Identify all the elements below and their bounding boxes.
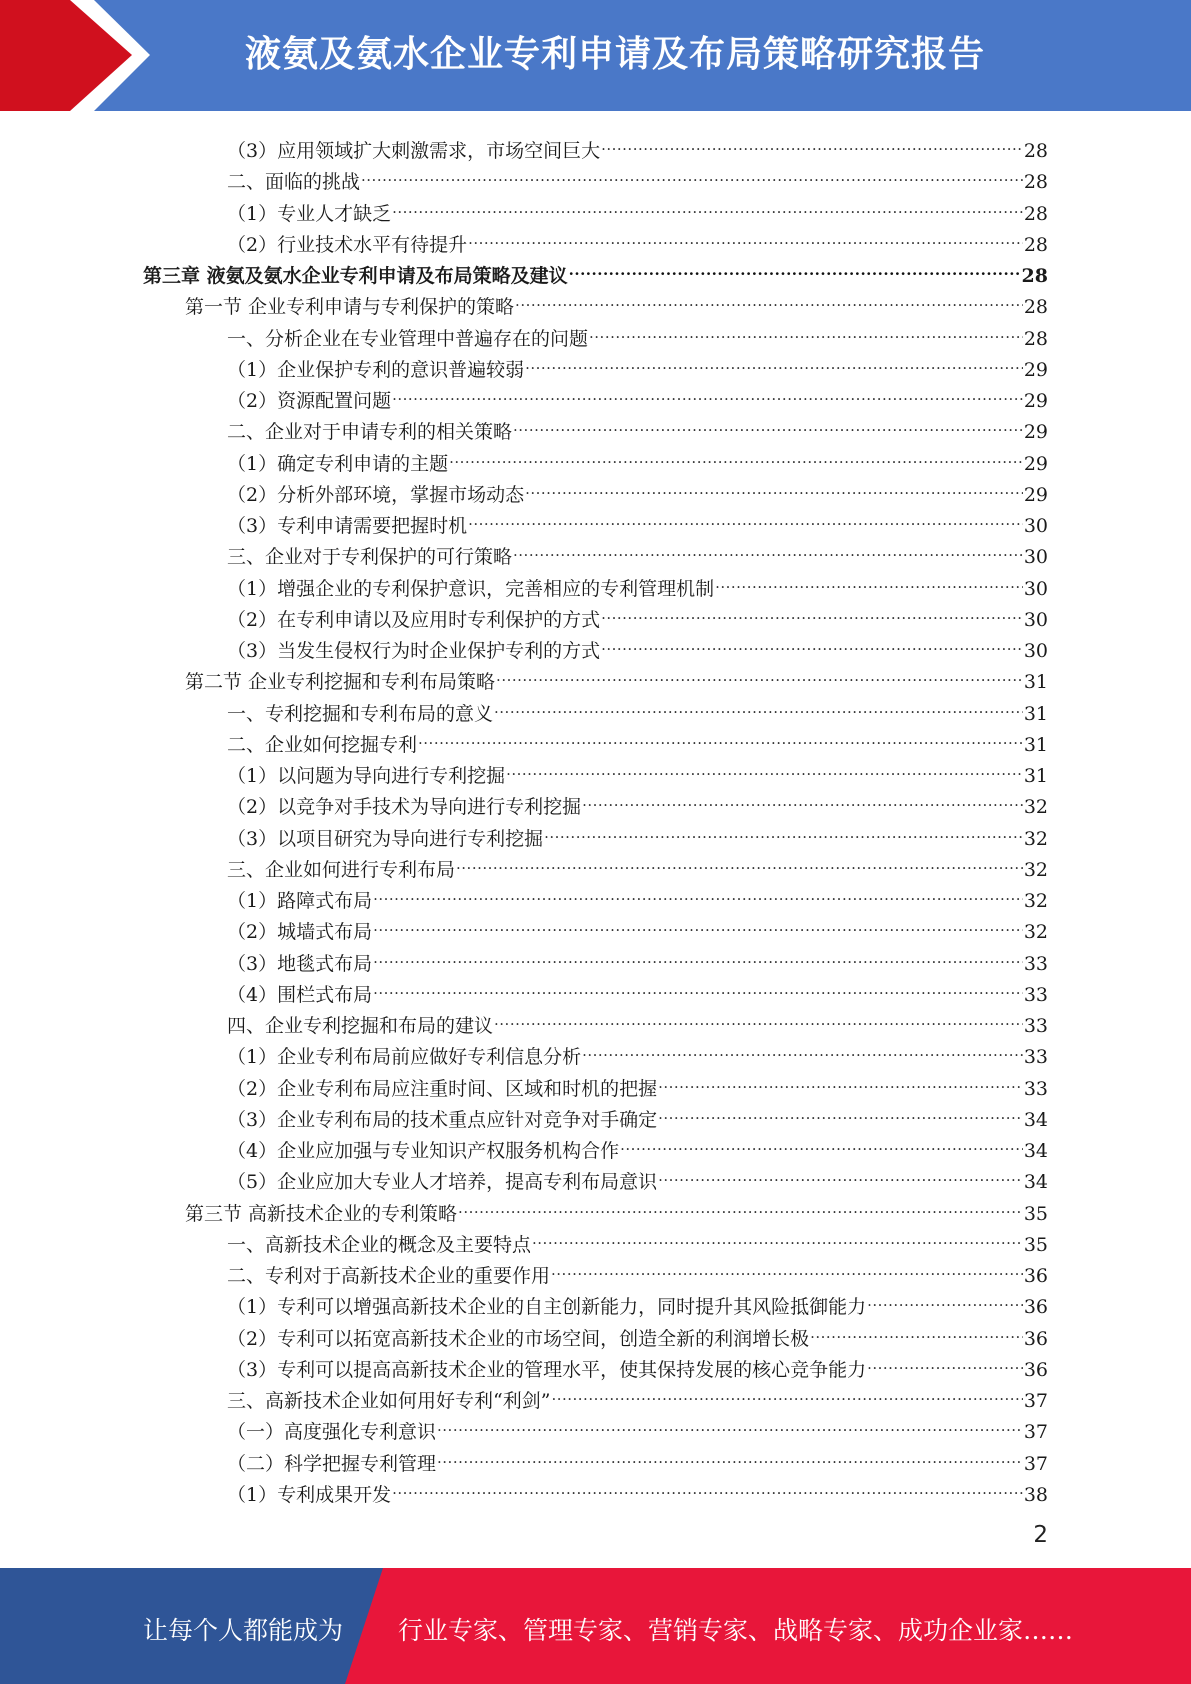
toc-entry[interactable]: [227, 970, 1048, 1006]
toc-entry-page: 30: [1023, 608, 1048, 631]
toc-entry[interactable]: [227, 845, 1048, 881]
toc-entry-title: （3）专利可以提高高新技术企业的管理水平，使其保持发展的核心竞争能力: [227, 1358, 867, 1381]
toc-entry[interactable]: [227, 470, 1048, 506]
toc-dot-leader: [456, 845, 1023, 876]
toc-dot-leader: [449, 439, 1023, 470]
toc-entry-page: 36: [1023, 1265, 1048, 1287]
toc-entry-page: 28: [1021, 265, 1048, 287]
toc-entry-title: （2）资源配置问题: [227, 390, 392, 412]
toc-entry-title: （1）专利可以增强高新技术企业的自主创新能力，同时提升其风险抵御能力: [227, 1296, 867, 1319]
toc-dot-leader: [506, 751, 1023, 782]
toc-entry[interactable]: [227, 595, 1048, 631]
toc-entry[interactable]: [227, 751, 1048, 787]
toc-entry[interactable]: [227, 1064, 1048, 1100]
toc-dot-leader: [494, 689, 1023, 720]
toc-dot-leader: [458, 1189, 1023, 1220]
toc-entry-page: 28: [1023, 296, 1048, 319]
toc-entry-page: 35: [1023, 1233, 1048, 1256]
toc-entry-title: （5）企业应加大专业人才培养，提高专利布局意识: [227, 1171, 658, 1194]
toc-entry[interactable]: [227, 876, 1048, 912]
toc-entry-title: （1）路障式布局: [227, 890, 373, 912]
toc-entry[interactable]: [227, 1470, 1048, 1506]
toc-entry-title: 三、企业对于专利保护的可行策略: [227, 546, 513, 569]
page-header: [0, 0, 1191, 111]
toc-entry-title: （1）确定专利申请的主题: [227, 452, 449, 475]
toc-entry-page: 36: [1023, 1327, 1048, 1350]
toc-entry-title: （3）以项目研究为导向进行专利挖掘: [227, 827, 544, 850]
toc-entry[interactable]: [227, 1126, 1048, 1162]
toc-entry-page: 33: [1023, 952, 1048, 975]
toc-entry-page: 32: [1023, 921, 1048, 944]
toc-dot-leader: [373, 939, 1023, 970]
toc-entry-page: 32: [1023, 796, 1048, 819]
toc-dot-leader: [515, 282, 1023, 313]
toc-entry-page: 28: [1023, 202, 1048, 225]
toc-dot-leader: [544, 814, 1023, 845]
toc-entry[interactable]: [227, 564, 1048, 600]
toc-entry[interactable]: [227, 1314, 1048, 1350]
toc-entry[interactable]: [227, 501, 1048, 537]
toc-entry[interactable]: [227, 345, 1048, 381]
toc-entry[interactable]: [227, 1251, 1048, 1287]
toc-entry[interactable]: [227, 1439, 1048, 1475]
toc-entry[interactable]: [227, 782, 1048, 819]
toc-entry-page: 29: [1023, 483, 1048, 506]
report-title: 液氨及氨水企业专利申请及布局策略研究报告: [245, 34, 986, 75]
toc-entry-page: 38: [1023, 1483, 1048, 1506]
toc-entry-page: 31: [1023, 702, 1048, 725]
toc-dot-leader: [392, 189, 1023, 220]
toc-entry-page: 28: [1023, 140, 1048, 162]
toc-entry-page: 36: [1023, 1358, 1048, 1381]
toc-entry-title: （1）企业专利布局前应做好专利信息分析: [227, 1046, 582, 1069]
toc-entry-page: 31: [1023, 671, 1048, 694]
toc-entry[interactable]: [185, 282, 1048, 319]
toc-dot-leader: [658, 1064, 1023, 1095]
toc-entry-title: 三、高新技术企业如何用好专利“利剑”: [227, 1390, 551, 1412]
toc-entry[interactable]: [227, 407, 1048, 444]
toc-entry-page: 28: [1023, 327, 1048, 350]
toc-entry-title: （一）高度强化专利意识: [227, 1421, 437, 1444]
footer-slogan-right: 行业专家、管理专家、营销专家、战略专家、成功企业家……: [398, 1616, 1074, 1645]
toc-entry[interactable]: [227, 939, 1048, 975]
toc-entry-page: 33: [1023, 1015, 1048, 1037]
toc-entry[interactable]: [227, 439, 1048, 475]
toc-dot-leader: [494, 1001, 1023, 1032]
toc-entry[interactable]: [227, 376, 1048, 412]
toc-dot-leader: [810, 1314, 1023, 1345]
toc-entry-title: 二、专利对于高新技术企业的重要作用: [227, 1265, 551, 1287]
toc-entry-title: （1）专利成果开发: [227, 1483, 392, 1506]
toc-entry-title: （2）专利可以拓宽高新技术企业的市场空间，创造全新的利润增长极: [227, 1327, 810, 1350]
toc-dot-leader: [620, 1126, 1023, 1157]
toc-entry-page: 32: [1023, 858, 1048, 881]
toc-dot-leader: [658, 1157, 1023, 1188]
toc-entry[interactable]: [227, 1376, 1048, 1412]
toc-entry-page: 33: [1023, 983, 1048, 1006]
toc-entry-title: 四、企业专利挖掘和布局的建议: [227, 1015, 494, 1037]
toc-entry-title: （1）专业人才缺乏: [227, 202, 392, 225]
toc-entry-page: 29: [1023, 390, 1048, 412]
toc-entry-title: （2）分析外部环境，掌握市场动态: [227, 483, 525, 506]
toc-dot-leader: [513, 407, 1023, 438]
toc-entry-page: 30: [1023, 577, 1048, 600]
toc-entry[interactable]: [227, 626, 1048, 662]
toc-dot-leader: [468, 501, 1023, 532]
toc-entry-page: 29: [1023, 358, 1048, 381]
toc-entry[interactable]: [227, 1345, 1048, 1381]
toc-dot-leader: [392, 376, 1023, 407]
toc-entry-page: 31: [1023, 765, 1048, 787]
toc-dot-leader: [715, 564, 1023, 595]
toc-entry[interactable]: [227, 1001, 1048, 1037]
toc-entry-title: （1）以问题为导向进行专利挖掘: [227, 765, 506, 787]
toc-entry[interactable]: [227, 907, 1048, 944]
toc-dot-leader: [582, 782, 1023, 813]
toc-entry[interactable]: [227, 532, 1048, 569]
toc-entry-page: 37: [1023, 1390, 1048, 1412]
toc-entry[interactable]: [227, 1032, 1048, 1069]
toc-entry-title: （3）专利申请需要把握时机: [227, 515, 468, 537]
toc-entry-page: 34: [1023, 1108, 1048, 1131]
toc-dot-leader: [867, 1345, 1023, 1376]
toc-entry-title: （3）地毯式布局: [227, 952, 373, 975]
toc-entry-page: 33: [1023, 1046, 1048, 1069]
toc-entry-page: 37: [1023, 1452, 1048, 1475]
toc-entry-page: 32: [1023, 827, 1048, 850]
toc-dot-leader: [551, 1376, 1022, 1407]
toc-entry-page: 37: [1023, 1421, 1048, 1444]
toc-dot-leader: [437, 1439, 1023, 1470]
toc-dot-leader: [525, 470, 1023, 501]
toc-entry-page: 30: [1023, 640, 1048, 662]
toc-dot-leader: [468, 220, 1023, 251]
toc-entry-title: 二、企业如何挖掘专利: [227, 733, 418, 756]
toc-entry-page: 36: [1023, 1296, 1048, 1319]
toc-entry[interactable]: [227, 126, 1048, 162]
toc-entry-title: 一、高新技术企业的概念及主要特点: [227, 1233, 532, 1256]
toc-entry[interactable]: [227, 1407, 1048, 1444]
toc-entry-title: 一、专利挖掘和专利布局的意义: [227, 702, 494, 725]
toc-entry[interactable]: [227, 814, 1048, 850]
toc-entry-title: （二）科学把握专利管理: [227, 1452, 437, 1475]
toc-dot-leader: [496, 657, 1023, 688]
page-footer: [0, 1568, 1191, 1684]
toc-entry-title: （4）企业应加强与专业知识产权服务机构合作: [227, 1140, 620, 1162]
toc-entry-title: 一、分析企业在专业管理中普遍存在的问题: [227, 327, 589, 350]
toc-entry-title: 二、企业对于申请专利的相关策略: [227, 421, 513, 444]
toc-dot-leader: [658, 1095, 1023, 1126]
toc-entry-page: 35: [1023, 1202, 1048, 1225]
toc-entry-title: 二、面临的挑战: [227, 171, 361, 194]
toc-dot-leader: [392, 1470, 1023, 1501]
toc-entry-page: 33: [1023, 1077, 1048, 1100]
toc-entry-page: 29: [1023, 421, 1048, 444]
toc-entry-title: （4）围栏式布局: [227, 983, 373, 1006]
toc-entry-title: （2）以竞争对手技术为导向进行专利挖掘: [227, 796, 582, 819]
footer-slogan-left: 让每个人都能成为: [143, 1616, 344, 1645]
toc-entry[interactable]: [185, 657, 1048, 694]
toc-entry-title: （2）企业专利布局应注重时间、区域和时机的把握: [227, 1077, 658, 1100]
toc-entry-title: 三、企业如何进行专利布局: [227, 858, 456, 881]
toc-dot-leader: [867, 1282, 1023, 1313]
toc-entry-page: 28: [1023, 171, 1048, 194]
toc-dot-leader: [589, 314, 1023, 345]
toc-entry-title: 第三章 液氨及氨水企业专利申请及布局策略及建议: [143, 265, 568, 287]
toc-entry-title: 第二节 企业专利挖掘和专利布局策略: [185, 671, 496, 694]
toc-entry-page: 34: [1023, 1171, 1048, 1194]
toc-entry-title: （2）城墙式布局: [227, 921, 373, 944]
toc-entry-title: （1）增强企业的专利保护意识，完善相应的专利管理机制: [227, 577, 715, 600]
toc-entry-title: （2）行业技术水平有待提升: [227, 233, 468, 256]
toc-entry-page: 30: [1023, 515, 1048, 537]
toc-dot-leader: [525, 345, 1023, 376]
toc-dot-leader: [532, 1220, 1023, 1251]
toc-entry-page: 29: [1023, 452, 1048, 475]
toc-entry[interactable]: [227, 189, 1048, 225]
toc-dot-leader: [373, 907, 1023, 938]
toc-entry-page: 30: [1023, 546, 1048, 569]
toc-entry-title: （1）企业保护专利的意识普遍较弱: [227, 358, 525, 381]
toc-dot-leader: [418, 720, 1023, 751]
toc-dot-leader: [569, 251, 1021, 282]
toc-entry-page: 32: [1023, 890, 1048, 912]
toc-dot-leader: [373, 970, 1023, 1001]
toc-entry[interactable]: [227, 314, 1048, 350]
toc-dot-leader: [361, 157, 1023, 188]
toc-entry-title: （2）在专利申请以及应用时专利保护的方式: [227, 608, 601, 631]
toc-entry-page: 31: [1023, 733, 1048, 756]
toc-dot-leader: [551, 1251, 1023, 1282]
toc-entry-page: 28: [1023, 233, 1048, 256]
toc-dot-leader: [437, 1407, 1023, 1438]
toc-entry[interactable]: [227, 1157, 1048, 1194]
page-number: 2: [1033, 1522, 1048, 1548]
toc-entry-title: 第三节 高新技术企业的专利策略: [185, 1202, 458, 1225]
toc-entry-page: 34: [1023, 1140, 1048, 1162]
toc-entry[interactable]: [227, 689, 1048, 725]
toc-entry-title: （3）企业专利布局的技术重点应针对竞争对手确定: [227, 1108, 658, 1131]
toc-entry[interactable]: [227, 1095, 1048, 1131]
toc-entry[interactable]: [227, 1282, 1048, 1319]
toc-entry[interactable]: [143, 251, 1048, 287]
toc-dot-leader: [601, 626, 1023, 657]
header-chevron-graphic: [0, 0, 160, 111]
toc-entry-title: 第一节 企业专利申请与专利保护的策略: [185, 296, 515, 319]
toc-entry[interactable]: [227, 157, 1048, 194]
toc-entry[interactable]: [227, 220, 1048, 256]
toc-dot-leader: [373, 876, 1023, 907]
toc-entry[interactable]: [185, 1189, 1048, 1225]
toc-dot-leader: [601, 595, 1023, 626]
toc-entry[interactable]: [227, 1220, 1048, 1256]
toc-entry-title: （3）应用领域扩大刺激需求，市场空间巨大: [227, 140, 601, 162]
toc-dot-leader: [582, 1032, 1023, 1063]
toc-dot-leader: [601, 126, 1023, 157]
toc-entry[interactable]: [227, 720, 1048, 756]
toc-dot-leader: [513, 532, 1023, 563]
toc-entry-title: （3）当发生侵权行为时企业保护专利的方式: [227, 640, 601, 662]
